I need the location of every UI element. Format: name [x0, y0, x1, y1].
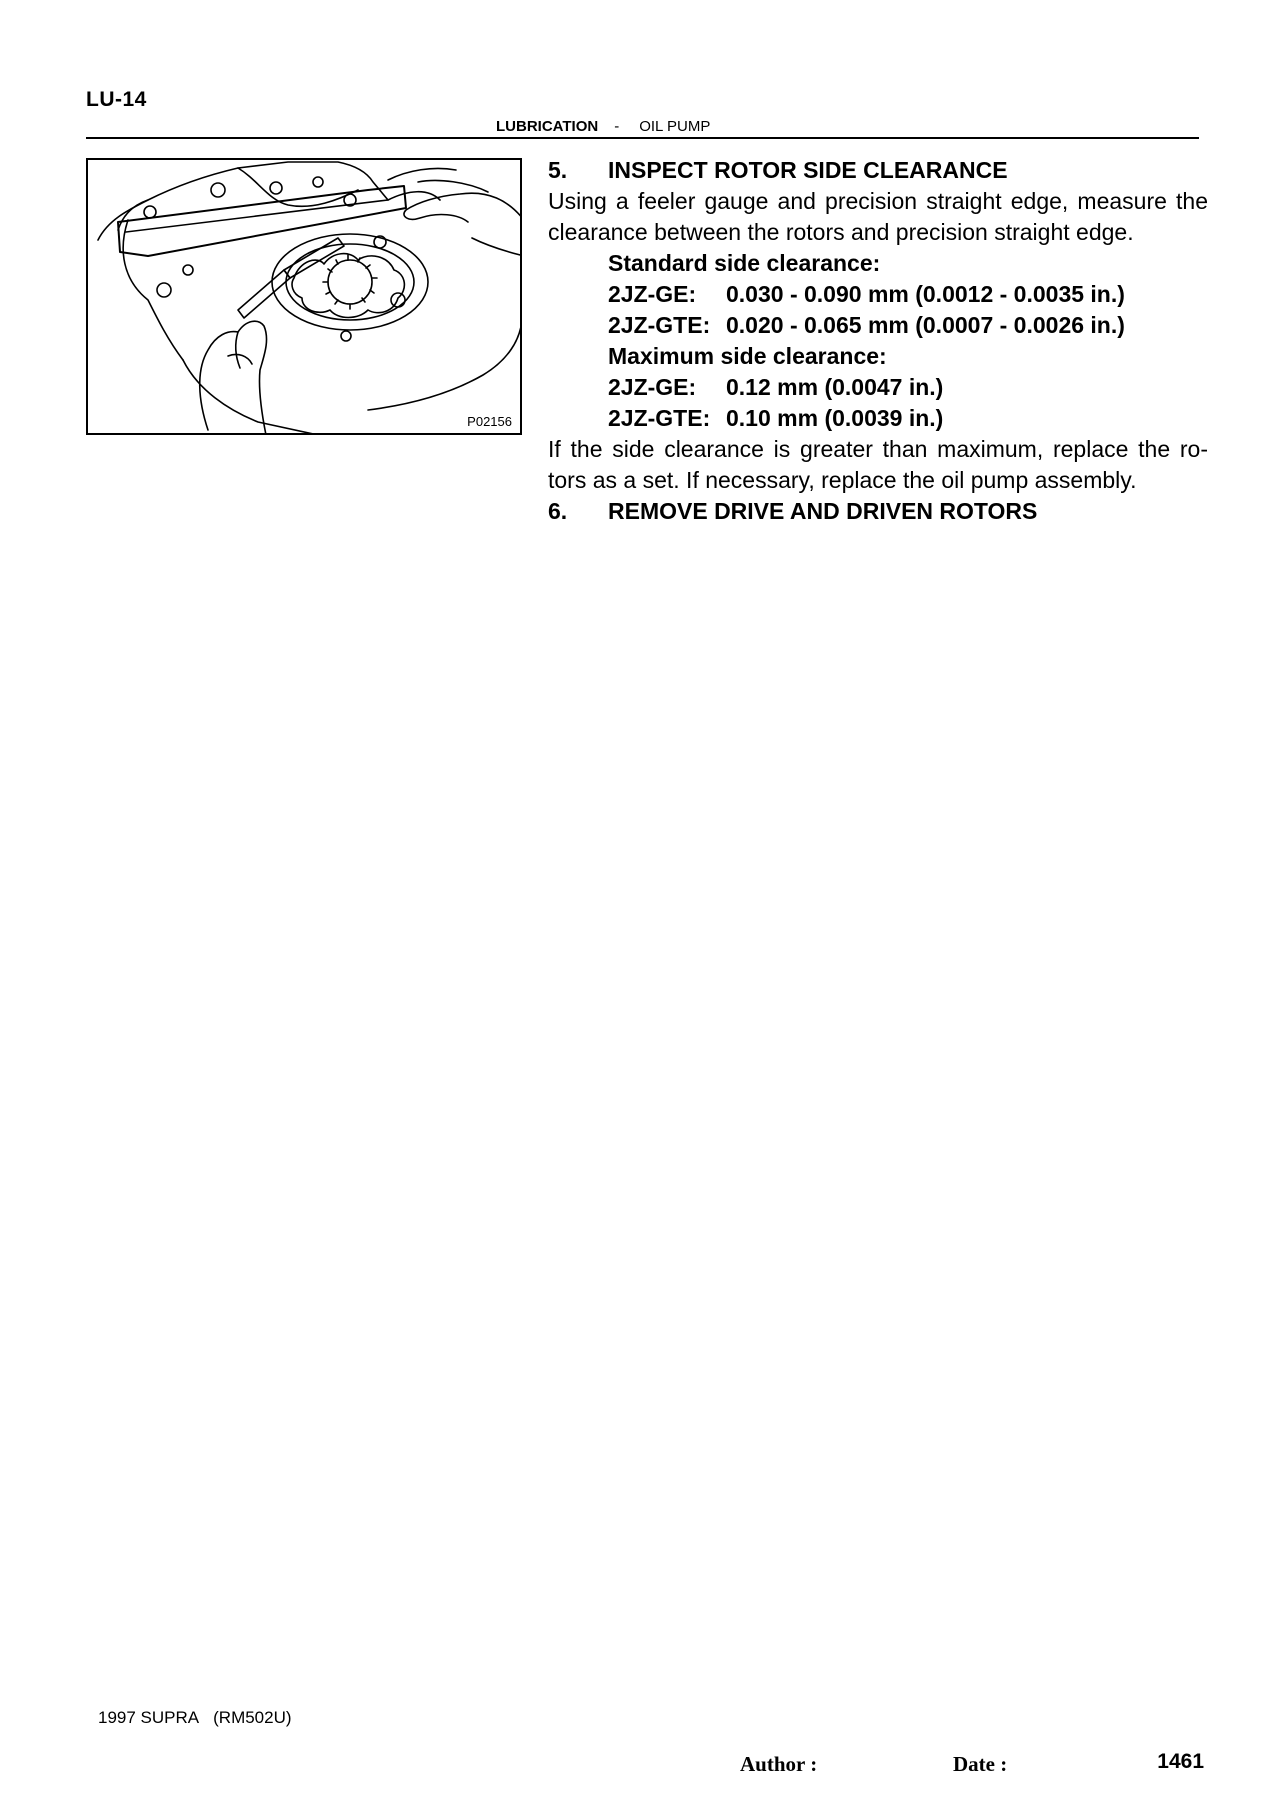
- step-title: REMOVE DRIVE AND DRIVEN ROTORS: [608, 498, 1038, 524]
- oil-pump-feeler-gauge-drawing: [88, 160, 522, 435]
- step-title: INSPECT ROTOR SIDE CLEARANCE: [608, 157, 1008, 183]
- standard-clearance-heading: Standard side clearance:: [608, 250, 881, 276]
- spec-row: [548, 372, 1208, 403]
- procedure-content: [548, 155, 1208, 527]
- maximum-clearance-heading: Maximum side clearance:: [608, 343, 887, 369]
- engine-label: 2JZ-GTE:: [608, 405, 711, 431]
- figure-id: P02156: [467, 414, 512, 429]
- figure-illustration: [86, 158, 522, 435]
- author-label: Author :: [740, 1752, 818, 1776]
- subsection-title: OIL PUMP: [639, 118, 711, 135]
- section-title: LUBRICATION: [496, 118, 599, 135]
- step-number: 5.: [548, 157, 568, 183]
- page-number: 1461: [1157, 1750, 1204, 1773]
- manual-code: (RM502U): [213, 1708, 292, 1727]
- engine-label: 2JZ-GE:: [608, 281, 697, 307]
- engine-label: 2JZ-GE:: [608, 374, 697, 400]
- section-separator: -: [614, 118, 620, 135]
- step-6-heading: [548, 496, 1208, 527]
- spec-row: [548, 403, 1208, 434]
- header-rule: [86, 137, 1199, 139]
- spec-value: 0.020 - 0.065 mm (0.0007 - 0.0026 in.): [726, 312, 1125, 338]
- page-id: LU-14: [86, 88, 147, 111]
- spec-value: 0.030 - 0.090 mm (0.0012 - 0.0035 in.): [726, 281, 1125, 307]
- engine-label: 2JZ-GTE:: [608, 312, 711, 338]
- step-5-heading: [548, 155, 1208, 186]
- section-header: [496, 118, 710, 135]
- model-name: 1997 SUPRA: [98, 1708, 200, 1727]
- date-label: Date :: [953, 1752, 1008, 1776]
- spec-value: 0.12 mm (0.0047 in.): [726, 374, 944, 400]
- footer-model: [98, 1708, 292, 1728]
- step-number: 6.: [548, 498, 568, 524]
- spec-row: [548, 310, 1208, 341]
- spec-row: [548, 279, 1208, 310]
- step-5-instructions: Using a feeler gauge and precision straight edge, measure the clearance between the rotors and precision straight edge.: [548, 188, 1208, 245]
- step-5-note: If the side clearance is greater than maximum, replace the ro-tors as a set. If necessary, replace the oil pump assembly.: [548, 436, 1208, 493]
- spec-value: 0.10 mm (0.0039 in.): [726, 405, 944, 431]
